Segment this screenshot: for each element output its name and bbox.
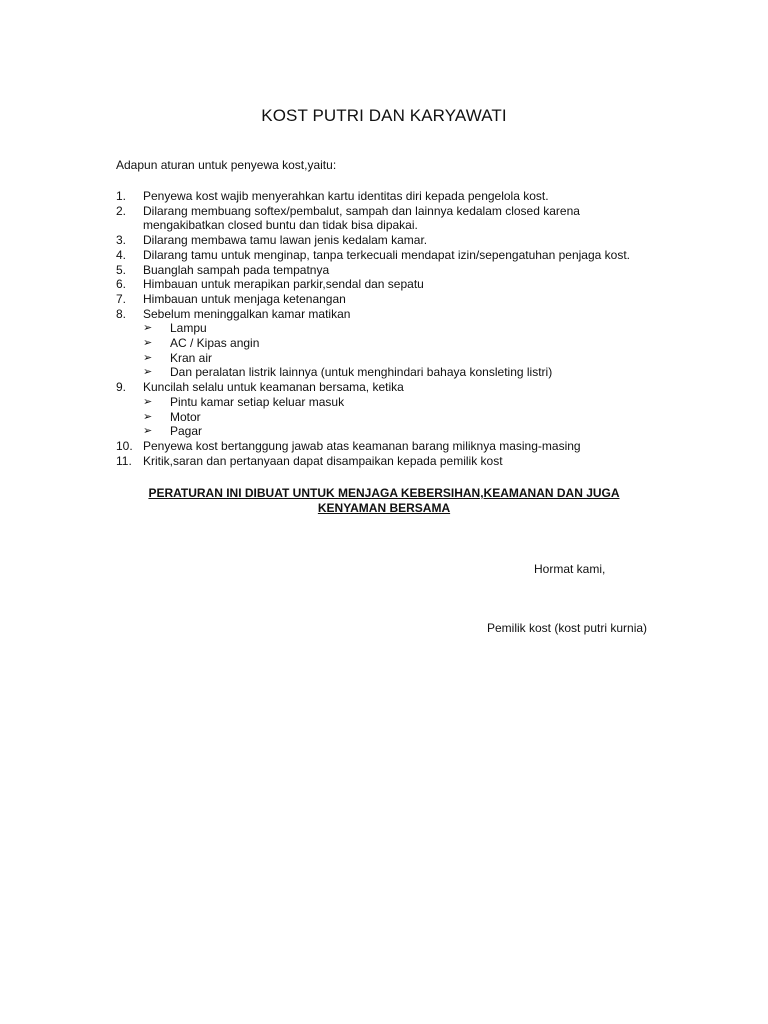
rule-number: 11. <box>116 453 132 468</box>
rule-number: 5. <box>116 262 127 277</box>
rule-text: Dilarang membawa tamu lawan jenis kedalam kamar. <box>143 233 428 248</box>
rule-item <box>116 454 656 469</box>
sub-item-text: Dan peralatan listrik lainnya (untuk menghindari bahaya konsleting listri) <box>170 365 553 380</box>
sub-list-item <box>143 410 656 425</box>
sub-list <box>143 395 656 439</box>
sub-item-text: Pagar <box>170 424 203 439</box>
rule-item <box>116 248 656 263</box>
rule-number: 1. <box>116 189 127 203</box>
regards-text: Hormat kami, <box>534 562 606 576</box>
arrow-bullet-icon: ➢ <box>143 322 153 335</box>
rule-item <box>116 439 656 454</box>
rule-text: Kritik,saran dan pertanyaan dapat disampaikan kepada pemilik kost <box>143 453 503 468</box>
sub-list-item <box>143 321 656 336</box>
rule-number: 8. <box>116 306 127 321</box>
rule-number: 10. <box>116 438 133 453</box>
arrow-bullet-icon: ➢ <box>143 425 153 438</box>
rule-text: Dilarang membuang softex/pembalut, sampah dan lainnya kedalam closed karena mengakibatkan closed buntu dan tidak bisa dipakai. <box>143 203 580 233</box>
rule-item <box>116 189 656 204</box>
rule-text: Buanglah sampah pada tempatnya <box>143 262 330 277</box>
sub-item-text: Kran air <box>170 350 213 365</box>
sub-list-item <box>143 424 656 439</box>
sub-item-text: AC / Kipas angin <box>170 336 260 351</box>
rule-text: Himbauan untuk merapikan parkir,sendal dan sepatu <box>143 277 424 292</box>
arrow-bullet-icon: ➢ <box>143 410 153 423</box>
notice-text: PERATURAN INI DIBUAT UNTUK MENJAGA KEBERSIHAN,KEAMANAN DAN JUGA KENYAMAN BERSAMA <box>148 486 620 515</box>
rule-item <box>116 277 656 292</box>
document-title: KOST PUTRI DAN KARYAWATI <box>261 106 507 125</box>
sub-item-text: Motor <box>170 409 201 424</box>
arrow-bullet-icon: ➢ <box>143 351 153 364</box>
sub-list <box>143 321 656 380</box>
rule-text: Sebelum meninggalkan kamar matikan <box>143 306 351 321</box>
intro-text: Adapun aturan untuk penyewa kost,yaitu: <box>116 158 337 172</box>
arrow-bullet-icon: ➢ <box>143 366 153 379</box>
rule-number: 2. <box>116 203 127 218</box>
sub-list-item <box>143 336 656 351</box>
rule-item <box>116 204 656 233</box>
rule-text: Kuncilah selalu untuk keamanan bersama, ketika <box>143 380 404 395</box>
rule-number: 9. <box>116 380 127 395</box>
signature-text: Pemilik kost (kost putri kurnia) <box>487 621 648 635</box>
rule-item <box>116 380 656 439</box>
sub-list-item <box>143 395 656 410</box>
rule-item <box>116 233 656 248</box>
sub-item-text: Lampu <box>170 321 207 336</box>
rule-number: 6. <box>116 277 127 292</box>
arrow-bullet-icon: ➢ <box>143 337 153 350</box>
arrow-bullet-icon: ➢ <box>143 395 153 408</box>
rule-text: Dilarang tamu untuk menginap, tanpa terkecuali mendapat izin/sepengatuhan penjaga kost. <box>143 247 630 262</box>
rule-item <box>116 263 656 278</box>
rule-number: 4. <box>116 247 127 262</box>
rule-text: Penyewa kost wajib menyerahkan kartu identitas diri kepada pengelola kost. <box>143 189 549 203</box>
rule-item <box>116 307 656 381</box>
rule-number: 3. <box>116 233 127 248</box>
rule-text: Penyewa kost bertanggung jawab atas keamanan barang miliknya masing-masing <box>143 438 581 453</box>
rule-number: 7. <box>116 291 127 306</box>
rule-item <box>116 292 656 307</box>
sub-item-text: Pintu kamar setiap keluar masuk <box>170 394 345 409</box>
sub-list-item <box>143 351 656 366</box>
rules-list <box>116 189 656 468</box>
sub-list-item <box>143 365 656 380</box>
rule-text: Himbauan untuk menjaga ketenangan <box>143 291 346 306</box>
